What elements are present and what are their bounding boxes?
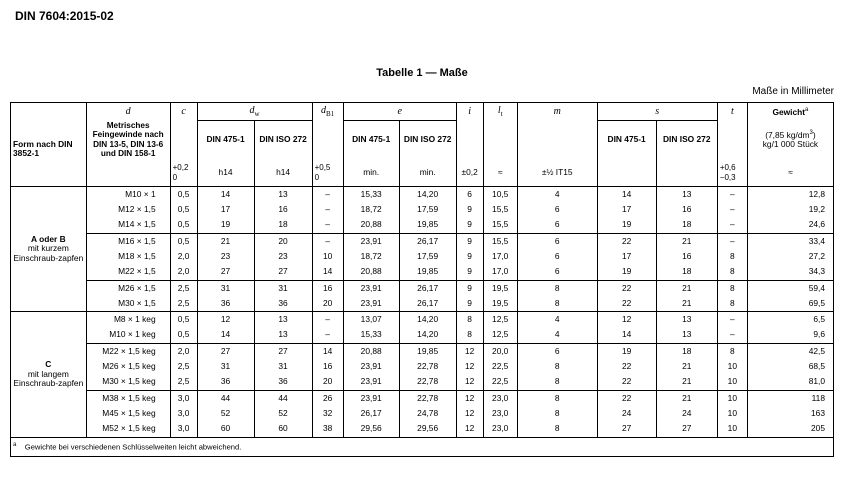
cell-t: 10 [717,375,747,391]
cell-dw-diniso272: 36 [254,296,312,312]
header-dw-tol-2: h14 [254,159,312,187]
cell-s-diniso272: 18 [656,218,717,234]
cell-dw-din475: 36 [197,296,254,312]
cell-e-diniso272: 26,17 [399,233,456,249]
cell-c: 3,0 [170,406,197,421]
header-s-din475: DIN 475-1 [597,121,656,160]
table-row [11,233,834,249]
header-dw-din475: DIN 475-1 [197,121,254,160]
cell-dw-din475: 12 [197,312,254,328]
cell-t: – [717,202,747,217]
header-db-tol: +0,5 0 [312,159,343,187]
cell-e-din475: 23,91 [343,233,399,249]
cell-lt: 17,0 [483,249,517,264]
cell-dw-diniso272: 13 [254,312,312,328]
cell-db1: – [312,202,343,217]
cell-weight: 69,5 [747,296,833,312]
cell-weight: 34,3 [747,264,833,280]
cell-c: 0,5 [170,187,197,203]
table-title: Tabelle 1 — Maße [376,67,468,79]
cell-i: 9 [456,264,483,280]
cell-t: 8 [717,249,747,264]
cell-s-diniso272: 21 [656,233,717,249]
cell-dw-diniso272: 60 [254,421,312,437]
cell-weight: 27,2 [747,249,833,264]
cell-dw-diniso272: 27 [254,264,312,280]
footnote-text: Gewichte bei verschiedenen Schlüsselweiten leicht abweichend. [24,442,242,452]
cell-i: 8 [456,328,483,344]
cell-e-diniso272: 17,59 [399,249,456,264]
cell-e-din475: 15,33 [343,328,399,344]
cell-c: 0,5 [170,312,197,328]
cell-e-diniso272: 22,78 [399,359,456,374]
cell-dw-diniso272: 52 [254,406,312,421]
cell-m: 6 [517,343,597,359]
cell-e-diniso272: 19,85 [399,218,456,234]
unit-note: Maße in Millimeter [752,86,834,97]
cell-dw-diniso272: 31 [254,359,312,374]
cell-thread: M12 × 1,5 [86,202,170,217]
cell-e-diniso272: 26,17 [399,296,456,312]
cell-thread: M45 × 1,5 keg [86,406,170,421]
header-e-tol-1: min. [343,159,399,187]
cell-dw-din475: 31 [197,359,254,374]
cell-lt: 22,5 [483,375,517,391]
cell-e-diniso272: 14,20 [399,187,456,203]
cell-weight: 6,5 [747,312,833,328]
cell-s-din475: 14 [597,187,656,203]
cell-e-diniso272: 22,78 [399,375,456,391]
cell-e-din475: 23,91 [343,280,399,296]
cell-c: 2,5 [170,359,197,374]
table-row [11,406,834,421]
cell-i: 12 [456,343,483,359]
header-thread-label: Metrisches Feingewinde nach DIN 13-5, DIN 13-6 und DIN 158-1 [86,121,170,160]
cell-db1: 32 [312,406,343,421]
cell-e-diniso272: 19,85 [399,343,456,359]
cell-weight: 59,4 [747,280,833,296]
cell-thread: M26 × 1,5 keg [86,359,170,374]
cell-weight: 12,8 [747,187,833,203]
cell-weight: 163 [747,406,833,421]
cell-s-diniso272: 18 [656,343,717,359]
cell-m: 4 [517,328,597,344]
cell-dw-din475: 31 [197,280,254,296]
form-description: mit kurzem Einschraub-zapfen [13,243,84,264]
header-t-empty [717,121,747,160]
cell-c: 2,5 [170,280,197,296]
cell-m: 6 [517,264,597,280]
cell-s-din475: 22 [597,375,656,391]
cell-i: 6 [456,187,483,203]
cell-s-diniso272: 16 [656,249,717,264]
cell-s-din475: 14 [597,328,656,344]
cell-s-diniso272: 21 [656,390,717,406]
cell-m: 6 [517,218,597,234]
cell-t: 8 [717,343,747,359]
cell-m: 6 [517,202,597,217]
cell-s-din475: 19 [597,343,656,359]
cell-dw-din475: 36 [197,375,254,391]
cell-e-diniso272: 29,56 [399,421,456,437]
table-row [11,421,834,437]
header-m-empty [517,121,597,160]
cell-e-din475: 18,72 [343,202,399,217]
cell-dw-diniso272: 31 [254,280,312,296]
cell-t: 8 [717,280,747,296]
header-c-empty [170,121,197,160]
cell-e-din475: 23,91 [343,296,399,312]
cell-t: – [717,328,747,344]
cell-m: 6 [517,249,597,264]
cell-e-diniso272: 14,20 [399,328,456,344]
cell-c: 0,5 [170,202,197,217]
cell-e-diniso272: 26,17 [399,280,456,296]
cell-i: 12 [456,359,483,374]
header-sym-i: i [456,103,483,121]
cell-db1: 20 [312,296,343,312]
cell-lt: 12,5 [483,328,517,344]
cell-weight: 9,6 [747,328,833,344]
cell-weight: 24,6 [747,218,833,234]
cell-weight: 205 [747,421,833,437]
cell-lt: 12,5 [483,312,517,328]
cell-lt: 23,0 [483,390,517,406]
table-row [11,187,834,203]
cell-db1: 26 [312,390,343,406]
cell-s-din475: 19 [597,218,656,234]
cell-c: 0,5 [170,218,197,234]
cell-s-diniso272: 24 [656,406,717,421]
cell-t: – [717,312,747,328]
header-sym-t: t [717,103,747,121]
header-sym-d: d [86,103,170,121]
cell-i: 9 [456,202,483,217]
cell-s-diniso272: 13 [656,328,717,344]
cell-e-din475: 18,72 [343,249,399,264]
cell-s-din475: 22 [597,359,656,374]
cell-t: – [717,218,747,234]
cell-s-din475: 19 [597,264,656,280]
cell-thread: M22 × 1,5 [86,264,170,280]
cell-s-din475: 22 [597,233,656,249]
form-name: C [45,359,52,370]
cell-e-diniso272: 14,20 [399,312,456,328]
header-lt-empty [483,121,517,160]
cell-lt: 23,0 [483,421,517,437]
cell-e-diniso272: 19,85 [399,264,456,280]
cell-s-diniso272: 27 [656,421,717,437]
footnote-mark: a [13,441,17,448]
cell-c: 0,5 [170,233,197,249]
table-row [11,280,834,296]
cell-m: 8 [517,390,597,406]
cell-c: 2,0 [170,343,197,359]
header-dw-diniso272: DIN ISO 272 [254,121,312,160]
header-sym-lt: $l_t$ [483,103,517,121]
cell-c: 2,5 [170,296,197,312]
cell-i: 9 [456,233,483,249]
cell-dw-din475: 23 [197,249,254,264]
header-sym-db1: $d_{B1}$ [312,103,343,121]
table-row [11,202,834,217]
cell-m: 4 [517,312,597,328]
cell-s-diniso272: 13 [656,187,717,203]
cell-m: 8 [517,421,597,437]
cell-dw-diniso272: 13 [254,328,312,344]
footnote [11,437,834,456]
cell-s-din475: 22 [597,390,656,406]
header-e-din475: DIN 475-1 [343,121,399,160]
table-header [11,103,834,187]
cell-lt: 15,5 [483,218,517,234]
cell-dw-din475: 14 [197,187,254,203]
cell-dw-din475: 60 [197,421,254,437]
cell-c: 3,0 [170,390,197,406]
cell-db1: – [312,328,343,344]
cell-s-diniso272: 21 [656,375,717,391]
cell-weight: 33,4 [747,233,833,249]
cell-s-din475: 12 [597,312,656,328]
cell-i: 9 [456,296,483,312]
header-form-label: Form nach DIN 3852-1 [11,121,87,160]
cell-s-diniso272: 21 [656,359,717,374]
cell-i: 9 [456,280,483,296]
header-form-bottom [11,159,87,187]
dimensions-table [10,102,834,457]
cell-dw-diniso272: 23 [254,249,312,264]
cell-dw-din475: 14 [197,328,254,344]
cell-db1: 10 [312,249,343,264]
table-row [11,264,834,280]
cell-db1: 16 [312,280,343,296]
table-row [11,375,834,391]
cell-thread: M16 × 1,5 [86,233,170,249]
cell-e-din475: 20,88 [343,218,399,234]
cell-weight: 19,2 [747,202,833,217]
cell-e-din475: 20,88 [343,343,399,359]
cell-lt: 19,5 [483,280,517,296]
cell-thread: M30 × 1,5 keg [86,375,170,391]
cell-t: 8 [717,296,747,312]
cell-lt: 22,5 [483,359,517,374]
header-sym-s: s [597,103,717,121]
cell-e-diniso272: 17,59 [399,202,456,217]
cell-weight: 68,5 [747,359,833,374]
header-lt-tol: ≈ [483,159,517,187]
cell-s-diniso272: 21 [656,296,717,312]
table-row [11,249,834,264]
cell-db1: – [312,312,343,328]
cell-i: 12 [456,375,483,391]
cell-e-din475: 29,56 [343,421,399,437]
cell-s-diniso272: 21 [656,280,717,296]
cell-t: 8 [717,264,747,280]
table-row [11,328,834,344]
cell-i: 9 [456,249,483,264]
cell-e-din475: 26,17 [343,406,399,421]
cell-s-din475: 17 [597,202,656,217]
header-i-tol: ±0,2 [456,159,483,187]
cell-thread: M18 × 1,5 [86,249,170,264]
cell-dw-diniso272: 13 [254,187,312,203]
cell-thread: M52 × 1,5 keg [86,421,170,437]
cell-thread: M10 × 1 [86,187,170,203]
header-sym-c: c [170,103,197,121]
cell-lt: 20,0 [483,343,517,359]
table-body [11,187,834,438]
cell-db1: 16 [312,359,343,374]
cell-dw-din475: 21 [197,233,254,249]
header-weight-unit: (7,85 $kg/dm^3$) kg/1 000 Stück [747,121,833,160]
header-s-diniso272: DIN ISO 272 [656,121,717,160]
header-s-tol-1 [597,159,656,187]
cell-thread: M30 × 1,5 [86,296,170,312]
cell-c: 2,0 [170,249,197,264]
cell-c: 0,5 [170,328,197,344]
document-id: DIN 7604:2015-02 [15,9,114,23]
header-db-empty [312,121,343,160]
cell-dw-din475: 52 [197,406,254,421]
form-description: mit langem Einschraub-zapfen [13,368,84,389]
cell-dw-diniso272: 27 [254,343,312,359]
header-t-tol: +0,6 −0,3 [717,159,747,187]
cell-lt: 23,0 [483,406,517,421]
header-e-tol-2: min. [399,159,456,187]
cell-thread: M8 × 1 keg [86,312,170,328]
cell-i: 12 [456,406,483,421]
cell-s-din475: 17 [597,249,656,264]
cell-t: 10 [717,421,747,437]
cell-dw-din475: 44 [197,390,254,406]
cell-lt: 10,5 [483,187,517,203]
table-row [11,296,834,312]
cell-lt: 19,5 [483,296,517,312]
cell-t: – [717,187,747,203]
cell-s-din475: 22 [597,296,656,312]
cell-s-din475: 22 [597,280,656,296]
cell-weight: 42,5 [747,343,833,359]
cell-dw-din475: 27 [197,343,254,359]
table-row [11,343,834,359]
cell-m: 8 [517,406,597,421]
header-weight-tol: ≈ [747,159,833,187]
cell-db1: – [312,187,343,203]
cell-e-din475: 13,07 [343,312,399,328]
cell-t: 10 [717,359,747,374]
table-row [11,390,834,406]
cell-db1: 20 [312,375,343,391]
cell-weight: 118 [747,390,833,406]
cell-dw-diniso272: 36 [254,375,312,391]
cell-dw-diniso272: 16 [254,202,312,217]
cell-s-diniso272: 16 [656,202,717,217]
cell-i: 9 [456,218,483,234]
table-row [11,218,834,234]
cell-e-diniso272: 22,78 [399,390,456,406]
form-name: A oder B [31,233,66,244]
form-cell [11,187,87,312]
header-dw-tol-1: h14 [197,159,254,187]
cell-dw-din475: 17 [197,202,254,217]
cell-thread: M22 × 1,5 keg [86,343,170,359]
cell-i: 12 [456,390,483,406]
form-cell [11,312,87,437]
cell-e-din475: 23,91 [343,375,399,391]
table-row [11,359,834,374]
cell-db1: – [312,218,343,234]
cell-t: – [717,233,747,249]
cell-thread: M26 × 1,5 [86,280,170,296]
header-sym-e: e [343,103,456,121]
cell-e-diniso272: 24,78 [399,406,456,421]
cell-e-din475: 23,91 [343,390,399,406]
header-form-empty [11,103,87,121]
cell-thread: M14 × 1,5 [86,218,170,234]
cell-c: 3,0 [170,421,197,437]
header-c-tol: +0,2 0 [170,159,197,187]
cell-db1: 38 [312,421,343,437]
header-m-tol: ±½ IT15 [517,159,597,187]
cell-t: 10 [717,390,747,406]
cell-c: 2,5 [170,375,197,391]
table-row [11,312,834,328]
cell-m: 8 [517,359,597,374]
cell-dw-diniso272: 20 [254,233,312,249]
cell-s-diniso272: 13 [656,312,717,328]
cell-m: 8 [517,296,597,312]
cell-m: 6 [517,233,597,249]
header-thread-bottom [86,159,170,187]
cell-e-din475: 15,33 [343,187,399,203]
cell-i: 12 [456,421,483,437]
header-sym-m: m [517,103,597,121]
cell-s-din475: 24 [597,406,656,421]
cell-lt: 17,0 [483,264,517,280]
cell-e-din475: 20,88 [343,264,399,280]
header-i-empty [456,121,483,160]
cell-dw-din475: 27 [197,264,254,280]
cell-db1: – [312,233,343,249]
cell-t: 10 [717,406,747,421]
header-s-tol-2 [656,159,717,187]
cell-db1: 14 [312,343,343,359]
cell-i: 8 [456,312,483,328]
cell-m: 4 [517,187,597,203]
cell-dw-din475: 19 [197,218,254,234]
cell-s-din475: 27 [597,421,656,437]
header-weight: Gewicht$^a$ [747,103,833,121]
cell-e-din475: 23,91 [343,359,399,374]
cell-s-diniso272: 18 [656,264,717,280]
header-e-diniso272: DIN ISO 272 [399,121,456,160]
cell-thread: M38 × 1,5 keg [86,390,170,406]
cell-thread: M10 × 1 keg [86,328,170,344]
cell-dw-diniso272: 18 [254,218,312,234]
cell-weight: 81,0 [747,375,833,391]
cell-lt: 15,5 [483,233,517,249]
cell-c: 2,0 [170,264,197,280]
cell-db1: 14 [312,264,343,280]
header-sym-dw: $d_w$ [197,103,312,121]
cell-m: 8 [517,375,597,391]
cell-dw-diniso272: 44 [254,390,312,406]
cell-m: 8 [517,280,597,296]
cell-lt: 15,5 [483,202,517,217]
